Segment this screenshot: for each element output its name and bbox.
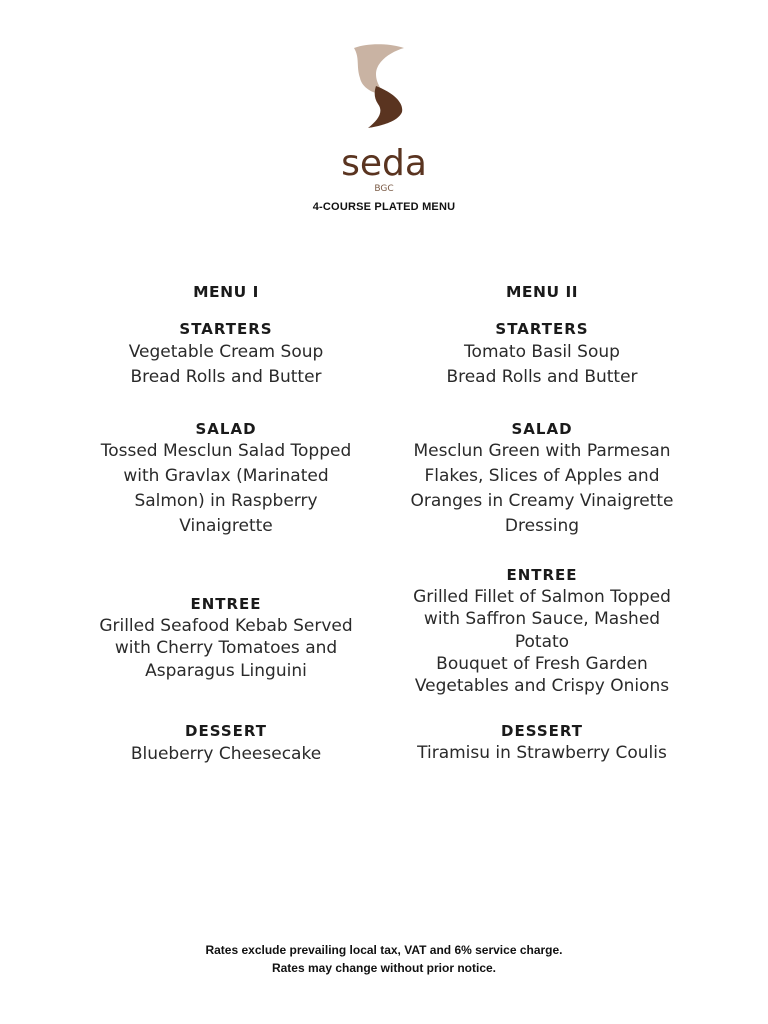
dish-line: with Saffron Sauce, Mashed — [423, 609, 661, 629]
course-heading-starters: STARTERS — [495, 320, 589, 338]
menu-title: MENU I — [193, 283, 259, 301]
dish-line: Bread Rolls and Butter — [130, 367, 322, 387]
dish-line: Vegetable Cream Soup — [128, 342, 324, 362]
dish-line: Bread Rolls and Butter — [446, 367, 638, 387]
logo-dark-swirl — [368, 86, 402, 128]
course-heading-starters: STARTERS — [179, 320, 273, 338]
dish-line: with Gravlax (Marinated — [123, 466, 329, 486]
dish-line: Flakes, Slices of Apples and — [424, 466, 660, 486]
dish-line: Dressing — [504, 516, 580, 536]
dish-line: Vegetables and Crispy Onions — [414, 676, 670, 696]
footer-tax-note: Rates exclude prevailing local tax, VAT and 6% service charge. — [205, 943, 563, 957]
course-heading-dessert: DESSERT — [185, 722, 267, 740]
seda-logo — [332, 40, 436, 200]
footer-rate-note: Rates may change without prior notice. — [271, 961, 497, 975]
dish-line: Grilled Seafood Kebab Served — [99, 616, 353, 636]
course-heading-entree: ENTREE — [506, 566, 578, 584]
dish-line: Blueberry Cheesecake — [130, 744, 322, 764]
menu-title: MENU II — [505, 283, 578, 301]
dish-line: Oranges in Creamy Vinaigrette — [410, 491, 674, 511]
course-heading-entree: ENTREE — [190, 595, 262, 613]
dish-line: Salmon) in Raspberry — [134, 491, 318, 511]
dish-line: Tomato Basil Soup — [464, 342, 620, 362]
dish-line: Mesclun Green with Parmesan — [413, 441, 671, 461]
logo-sub: BGC — [374, 184, 394, 194]
dish-line: Potato — [514, 632, 570, 652]
dish-line: Vinaigrette — [179, 516, 273, 536]
logo-wordmark: seda — [341, 143, 427, 184]
dish-line: Grilled Fillet of Salmon Topped — [413, 587, 671, 607]
course-heading-salad: SALAD — [511, 420, 573, 438]
dish-line: with Cherry Tomatoes and — [114, 638, 338, 658]
dish-line: Bouquet of Fresh Garden — [436, 654, 648, 674]
course-heading-salad: SALAD — [195, 420, 257, 438]
logo-light-swirl — [354, 44, 404, 94]
dish-line: Asparagus Linguini — [145, 661, 307, 681]
course-heading-dessert: DESSERT — [501, 722, 583, 740]
dish-line: Tossed Mesclun Salad Topped — [100, 441, 352, 461]
dish-line: Tiramisu in Strawberry Coulis — [417, 743, 667, 763]
menu-subtitle: 4-COURSE PLATED MENU — [312, 201, 456, 213]
